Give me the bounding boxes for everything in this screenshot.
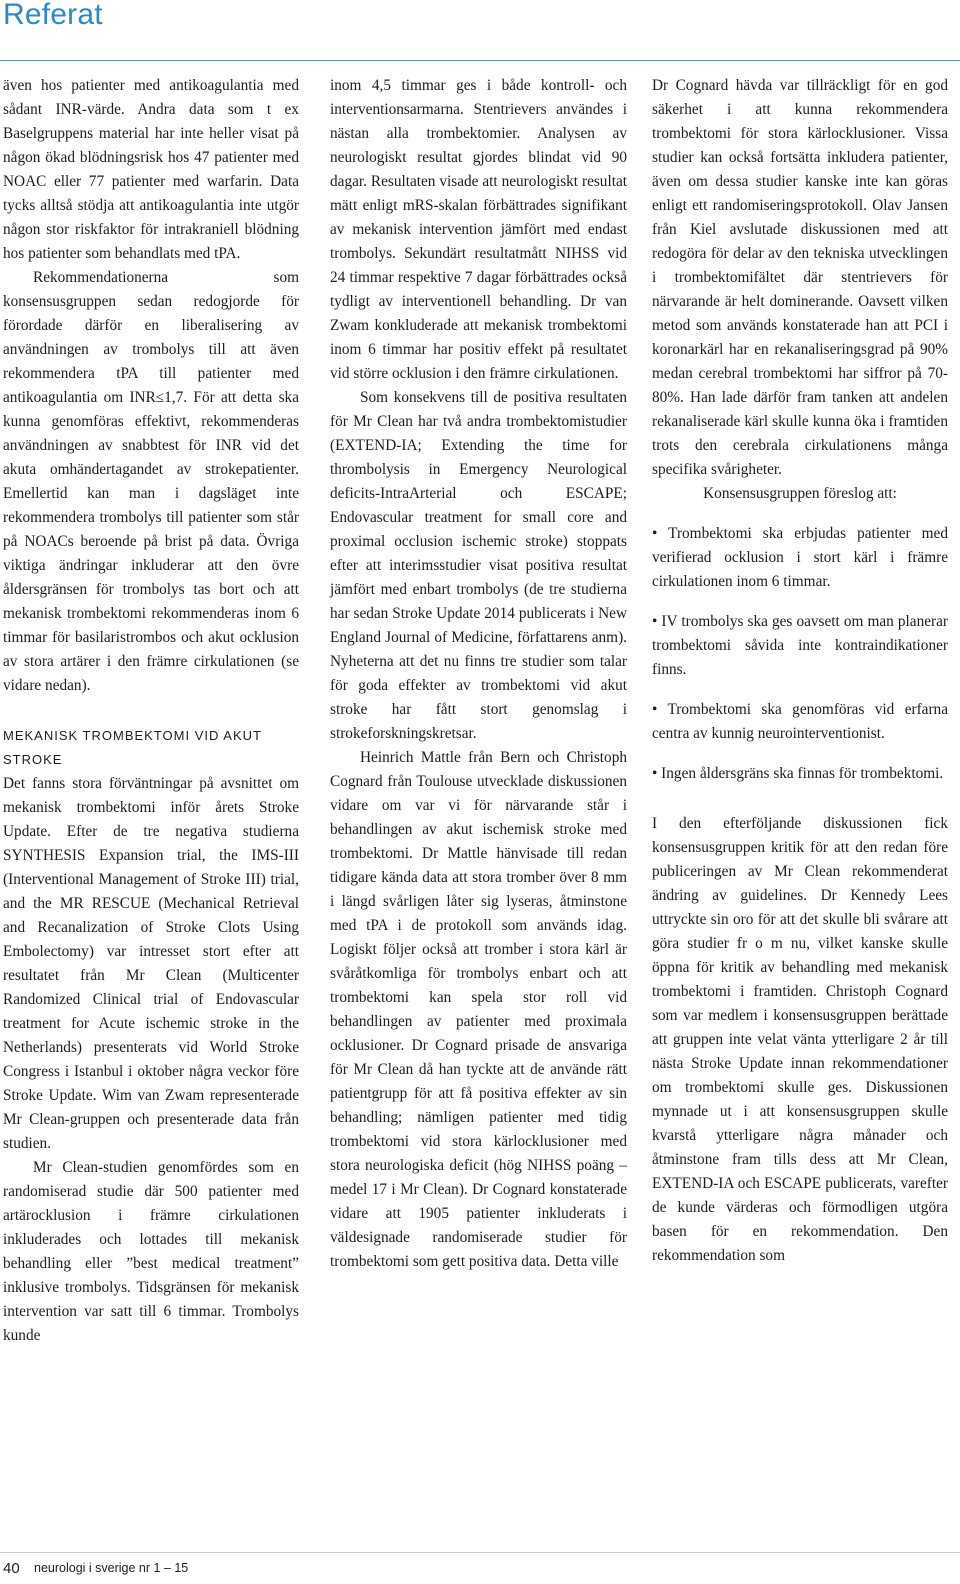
bullet-item: • Ingen åldersgräns ska finnas för trombektomi.: [652, 765, 944, 782]
paragraph: Mr Clean-studien genomfördes som en randomiserad studie där 500 patienter med artärocklusion i främre cirkulationen inkluderades och lottades till mekanisk behandling eller ”best medical treatment” inklusive trombolys. Tidsgränsen för mekanisk intervention var satt till 6 timmar. Trombolys kunde: [3, 1159, 299, 1344]
paragraph: Det fanns stora förväntningar på avsnittet om mekanisk trombektomi inför årets Stroke Update. Efter de tre negativa studierna SYNTHESIS Expansion trial, the IMS-III (Interventional Management of Stroke III) trial, and the MR RESCUE (Mechanical Retrieval and Recanalization of Stroke Clots Using Embolectomy) var intresset stort efter att resultatet från Mr Clean (Multicenter Randomized Clinical trial of Endovascular treatment for Acute ischemic stroke in the Netherlands) presenterats vid World Stroke Congress i Istanbul i oktober några veckor före Stroke Update. Wim van Zwam representerade Mr Clean-gruppen och presenterade data från studien.: [3, 775, 299, 1152]
bullet-item: • Trombektomi ska genomföras vid erfarna centra av kunnig neurointerventionist.: [652, 701, 948, 742]
paragraph: Dr Cognard hävda var tillräckligt för en god säkerhet i att kunna rekommendera trombektomi för stora kärlocklusioner. Vissa studier kan också fortsätta inkludera patienter, även om dessa studier kanske inte kan göras enligt ett randomiseringsprotokoll. Olav Jansen från Kiel avslutade diskussionen med att redogöra för delar av den tekniska utvecklingen i trombektomifältet där stentrievers för närvarande är helt dominerande. Oavsett vilken metod som används konstaterade han att PCI i koronarkärl har en rekanaliseringsgrad på 90% medan cerebral trombektomi har siffror på 70-80%. Han lade därför fram tanken att andelen rekanaliserade kärl skulle kunna öka i framtiden trots den cerebrala cirkulationens många specifika svårigheter.: [652, 77, 948, 478]
page-number: 40: [3, 1560, 20, 1577]
text-column-3: [652, 74, 948, 1268]
paragraph: Rekommendationerna som konsensusgruppen sedan redogjorde för förordade därför en liberalisering av användningen av trombolys till att även rekommendera tPA till patienter med antikoagulantia om INR≤1,7. För att detta ska kunna genomföras effektivt, rekommenderas användningen av snabbtest för INR vid det akuta omhändertagandet av strokepatienter. Emellertid kan man i dagsläget inte rekommendera trombolys till patienter som står på NOACs beroende på brist på data. Övriga viktiga ändringar inkluderar att den övre åldersgränsen för trombolys tas bort och att mekanisk trombektomi rekommenderas inom 6 timmar för basilaristrombos och akut ocklusion av stora artärer i den främre cirkulationen (se vidare nedan).: [3, 269, 299, 694]
paragraph: även hos patienter med antikoagulantia med sådant INR-värde. Andra data som t ex Baselgruppens material har inte heller visat på någon ökad blödningsrisk hos 47 patienter med NOAC eller 77 patienter med warfarin. Data tycks alltså stödja att antikoagulantia inte utgör någon stor riskfaktor för intrakraniell blödning hos patienter som behandlats med tPA.: [3, 77, 299, 262]
paragraph: I den efterföljande diskussionen fick konsensusgruppen kritik för att den redan före publiceringen av Mr Clean rekommenderat ändring av guidelines. Dr Kennedy Lees uttryckte sin oro för att det skulle bli svårare att göra studier fr o m nu, vilket kanske skulle öppna för kritik av behandling med mekanisk trombektomi i framtiden. Christoph Cognard som var medlem i konsensusgruppen berättade att gruppen inte velat vänta ytterligare 2 år till nästa Stroke Update innan rekommendationer om trombektomi skulle ges. Diskussionen mynnade ut i att konsensusgruppen skulle kvarstå ytterligare några månader och åtminstone fram tills dess att Mr Clean, EXTEND-IA och ESCAPE publicerats, varefter de kunde värderas och förmodligen utgöra basen för en rekommendation. Den rekommendation som: [652, 815, 948, 1264]
footer-divider: [0, 1552, 960, 1553]
section-title: Referat: [3, 0, 103, 31]
journal-name: neurologi i sverige nr 1 – 15: [34, 1561, 189, 1575]
list-intro: Konsensusgruppen föreslog att:: [703, 485, 897, 502]
paragraph: inom 4,5 timmar ges i både kontroll- och interventionsarmarna. Stentrievers användes i nästan alla trombektomier. Analysen av neurologiskt resultat gjordes blindat vid 90 dagar. Resultaten visade att neurologiskt resultat mätt enligt mRS-skalan förbättrades signifikant av mekanisk intervention jämfört med endast trombolys. Sekundärt resultatmått NIHSS vid 24 timmar respektive 7 dagar förbättrades också tydligt av interventionell behandling. Dr van Zwam konkluderade att mekanisk trombektomi inom 6 timmar har positiv effekt på resultatet vid större ocklusion i den främre cirkulationen.: [330, 77, 627, 382]
paragraph: Som konsekvens till de positiva resultaten för Mr Clean har två andra trombektomistudier (EXTEND-IA; Extending the time for thrombolysis in Emergency Neurological deficits-IntraArterial och ESCAPE; Endovascular treatment for small core and proximal occlusion ischemic stroke) stoppats efter att interimsstudier visat positiva resultat jämfört med enbart trombolys (de tre studierna har sedan Stroke Update 2014 publicerats i New England Journal of Medicine, författarens anm). Nyheterna att det nu finns tre studier som talar för goda effekter av trombektomi vid akut stroke har fått stort genomslag i strokeforskningskretsar.: [330, 389, 627, 742]
page-footer: [0, 1552, 960, 1584]
page-header: [0, 0, 960, 61]
text-column-1: [3, 74, 299, 1348]
paragraph: Heinrich Mattle från Bern och Christoph Cognard från Toulouse utvecklade diskussionen vidare om var vi för närvarande står i behandlingen av akut ischemisk stroke med trombektomi. Dr Mattle hänvisade till redan tidigare kända data att stora tromber över 8 mm i längd svårligen låter sig lyseras, åtminstone med tPA i de protokoll som används idag. Logiskt följer också att tromber i stora kärl är svåråtkomliga för trombolys enbart och att trombektomi kan spela stor roll vid behandlingen av patienter med proximala ocklusioner. Dr Cognard prisade de ansvariga för Mr Clean då han tyckte att de använde rätt patientgrupp för att få positiva effekter av sin behandling; nämligen patienter med tidig trombektomi vid stora kärlocklusioner med stora neurologiska deficit (hög NIHSS poäng – medel 17 i Mr Clean). Dr Cognard konstaterade vidare att 1905 patienter inkluderats i väldesignade randomiserade studier för trombektomi som gett positiva data. Detta ville: [330, 749, 627, 1270]
bullet-item: • Trombektomi ska erbjudas patienter med verifierad ocklusion i stort kärl i främre cirkulationen inom 6 timmar.: [652, 525, 948, 590]
section-heading: MEKANISK TROMBEKTOMI VID AKUT STROKE: [3, 728, 262, 767]
bullet-item: • IV trombolys ska ges oavsett om man planerar trombektomi såvida inte kontraindikationer finns.: [652, 613, 948, 678]
text-column-2: [330, 74, 627, 1274]
